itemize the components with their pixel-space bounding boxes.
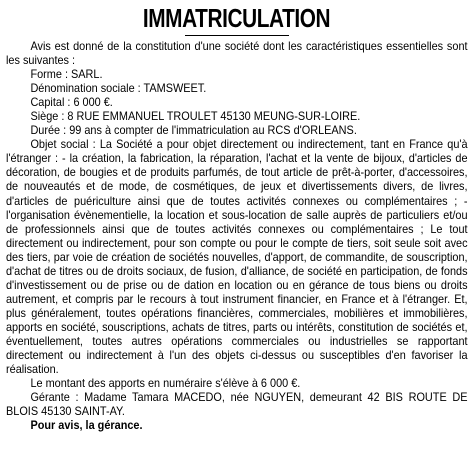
apports-line: Le montant des apports en numéraire s'élève à 6 000 €. — [30, 377, 301, 391]
signature-line: Pour avis, la gérance. — [30, 419, 143, 433]
capital-line: Capital : 6 000 €. — [30, 96, 113, 110]
forme-line: Forme : SARL. — [30, 68, 103, 82]
siege-line: Siège : 8 RUE EMMANUEL TROULET 45130 MEUNG-SUR-LOIRE. — [30, 110, 361, 124]
objet-paragraph: Objet social : La Société a pour objet directement ou indirectement, tant en France qu'à l'étranger : - la création, la fabrication, la réparation, l'achat et la vente de bijoux, d'articles de décoration, de bougies et de produits parfumés, de tout article de prêt-à-porter, d'accessoires, de nouveautés et de mode, de cosmétiques, de jeux et divertissements divers, de livres, d'articles de puériculture ainsi que de toutes activités connexes ou complémentaires ; - l'organisation évènementielle, la location et sous-location de salle auprès de particuliers et/ou de professionnels ainsi que de toutes activités connexes ou complémentaires ; Le tout directement ou indirectement, pour son compte ou pour le compte de tiers, soit seule soit avec des tiers, par voie de création de sociétés nouvelles, d'apport, de commandite, de souscription, d'achat de titres ou de droits sociaux, de fusion, d'alliance, de société en participation, de fonds d'investissement ou de prise ou de dation en location ou en gérance de tous biens ou droits autrement, et compris par le recours à tout instrument financier, en France et à l'étranger. Et, plus généralement, toutes opérations financières, commerciales, mobilières et immobilières, apports en société, souscriptions, achats de titres, parts ou intérêts, constitution de sociétés et, éventuellement, toutes autres opérations commerciales ou industrielles se rapportant directement ou indirectement à l'un des objets ci-dessus ou susceptibles d'en favoriser la réalisation. — [6, 138, 468, 377]
title-underline — [185, 35, 289, 36]
intro-paragraph: Avis est donné de la constitution d'une société dont les caractéristiques essentielles sont les suivantes : — [6, 40, 468, 68]
denomination-line: Dénomination sociale : TAMSWEET. — [30, 82, 207, 96]
notice-body — [6, 40, 468, 433]
notice-title: IMMATRICULATION — [142, 3, 331, 33]
duree-line: Durée : 99 ans à compter de l'immatriculation au RCS d'ORLEANS. — [30, 124, 357, 138]
gerante-paragraph: Gérante : Madame Tamara MACEDO, née NGUYEN, demeurant 42 BIS ROUTE DE BLOIS 45130 SAINT-AY. — [6, 391, 468, 419]
